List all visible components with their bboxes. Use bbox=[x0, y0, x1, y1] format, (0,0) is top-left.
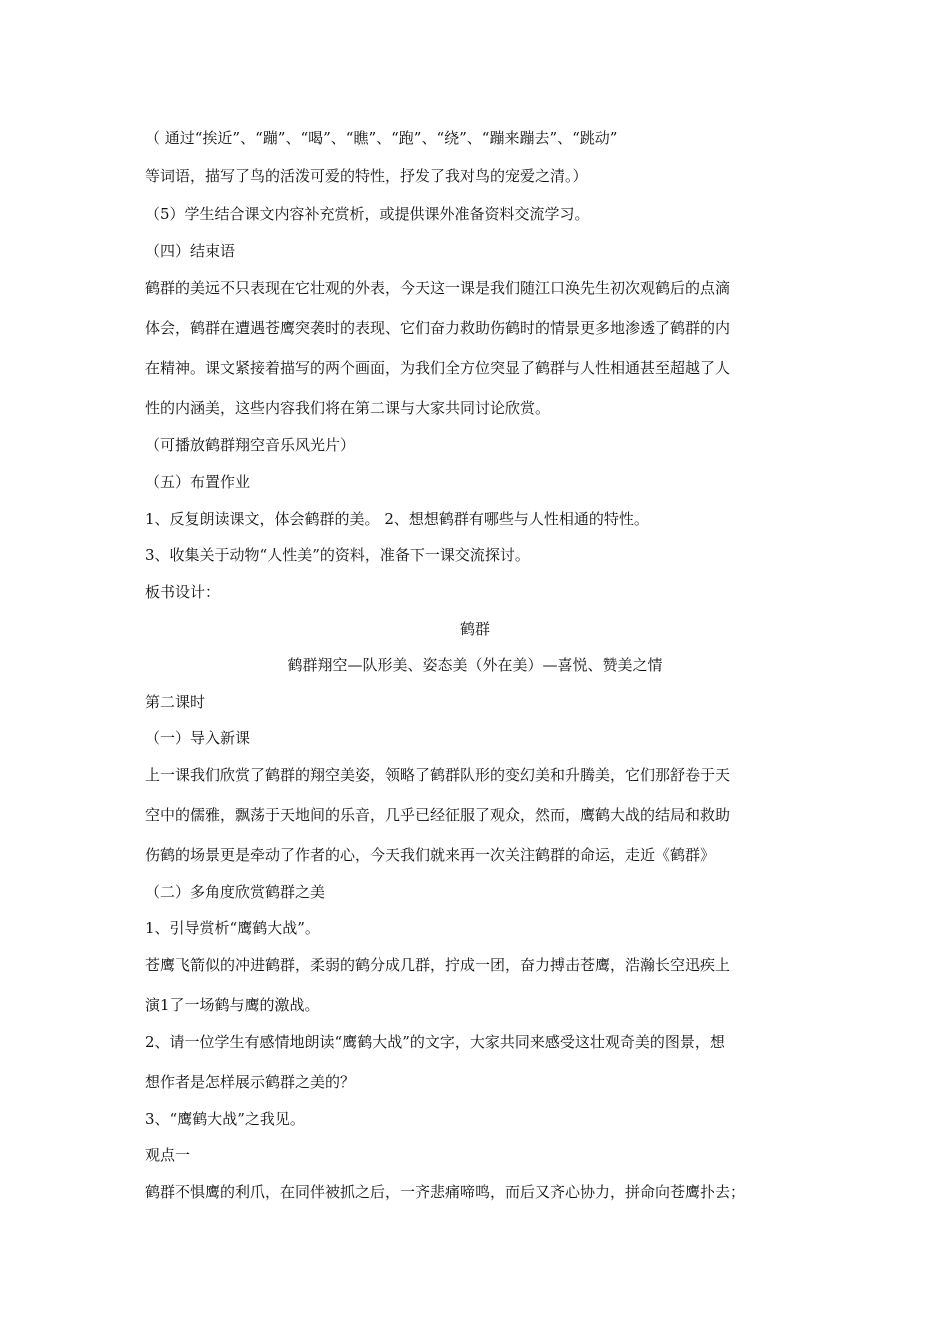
section-heading: （二）多角度欣赏鹤群之美 bbox=[145, 883, 326, 901]
paragraph-line: 想作者是怎样展示鹤群之美的？ bbox=[145, 1073, 356, 1091]
paragraph-line: 等词语，描写了鸟的活泼可爱的特性，抒发了我对鸟的宠爱之清。） bbox=[145, 167, 588, 185]
paragraph-line: 演1了一场鹤与鹰的激战。 bbox=[145, 996, 320, 1014]
board-title: 鹤群 bbox=[459, 620, 490, 638]
board-content: 鹤群翔空—队形美、姿态美（外在美）—喜悦、赞美之情 bbox=[287, 656, 663, 674]
paragraph-line: 观点一 bbox=[145, 1146, 191, 1164]
paragraph-line: 1、反复朗读课文，体会鹤群的美。 2、想想鹤群有哪些与人性相通的特性。 bbox=[145, 510, 649, 528]
paragraph-line: 3、“鹰鹤大战”之我见。 bbox=[145, 1110, 305, 1128]
paragraph-line: （ 通过“挨近”、“蹦”、“喝”、“瞧”、“跑”、“绕”、“蹦来蹦去”、“跳动” bbox=[145, 129, 618, 147]
paragraph-line: 伤鹤的场景更是牵动了作者的心，今天我们就来再一次关注鹤群的命运，走近《鹤群》 bbox=[145, 846, 716, 864]
section-heading: （一）导入新课 bbox=[145, 729, 251, 747]
paragraph-line: 板书设计： bbox=[145, 583, 221, 601]
paragraph-line: 鹤群的美远不只表现在它壮观的外表，今天这一课是我们随江口涣先生初次观鹤后的点滴 bbox=[145, 279, 731, 297]
paragraph-line: 苍鹰飞箭似的冲进鹤群，柔弱的鹤分成几群，拧成一团，奋力搏击苍鹰，浩瀚长空迅疾上 bbox=[145, 956, 731, 974]
paragraph-line: 上一课我们欣赏了鹤群的翔空美姿，领略了鹤群队形的变幻美和升腾美，它们那舒卷于天 bbox=[145, 766, 731, 784]
paragraph-line: 鹤群不惧鹰的利爪，在同伴被抓之后，一齐悲痛啼鸣，而后又齐心协力，拼命向苍鹰扑去； bbox=[145, 1183, 746, 1201]
paragraph-line: 3、收集关于动物“人性美”的资料，准备下一课交流探讨。 bbox=[145, 546, 530, 564]
paragraph-line: （5）学生结合课文内容补充赏析，或提供课外准备资料交流学习。 bbox=[145, 205, 590, 223]
paragraph-line: 空中的儒雅，飘荡于天地间的乐音，几乎已经征服了观众，然而，鹰鹤大战的结局和救助 bbox=[145, 806, 731, 824]
paragraph-line: （可播放鹤群翔空音乐风光片） bbox=[145, 436, 356, 454]
section-heading: 第二课时 bbox=[145, 693, 206, 711]
section-heading: （四）结束语 bbox=[145, 242, 236, 260]
paragraph-line: 在精神。课文紧接着描写的两个画面，为我们全方位突显了鹤群与人性相通甚至超越了人 bbox=[145, 359, 731, 377]
paragraph-line: 性的内涵美，这些内容我们将在第二课与大家共同讨论欣赏。 bbox=[145, 399, 551, 417]
paragraph-line: 2、请一位学生有感情地朗读“鹰鹤大战”的文字，大家共同来感受这壮观奇美的图景，想 bbox=[145, 1033, 725, 1051]
paragraph-line: 体会，鹤群在遭遇苍鹰突袭时的表现、它们奋力救助伤鹤时的情景更多地渗透了鹤群的内 bbox=[145, 319, 731, 337]
paragraph-line: 1、引导赏析“鹰鹤大战”。 bbox=[145, 919, 320, 937]
section-heading: （五）布置作业 bbox=[145, 473, 251, 491]
